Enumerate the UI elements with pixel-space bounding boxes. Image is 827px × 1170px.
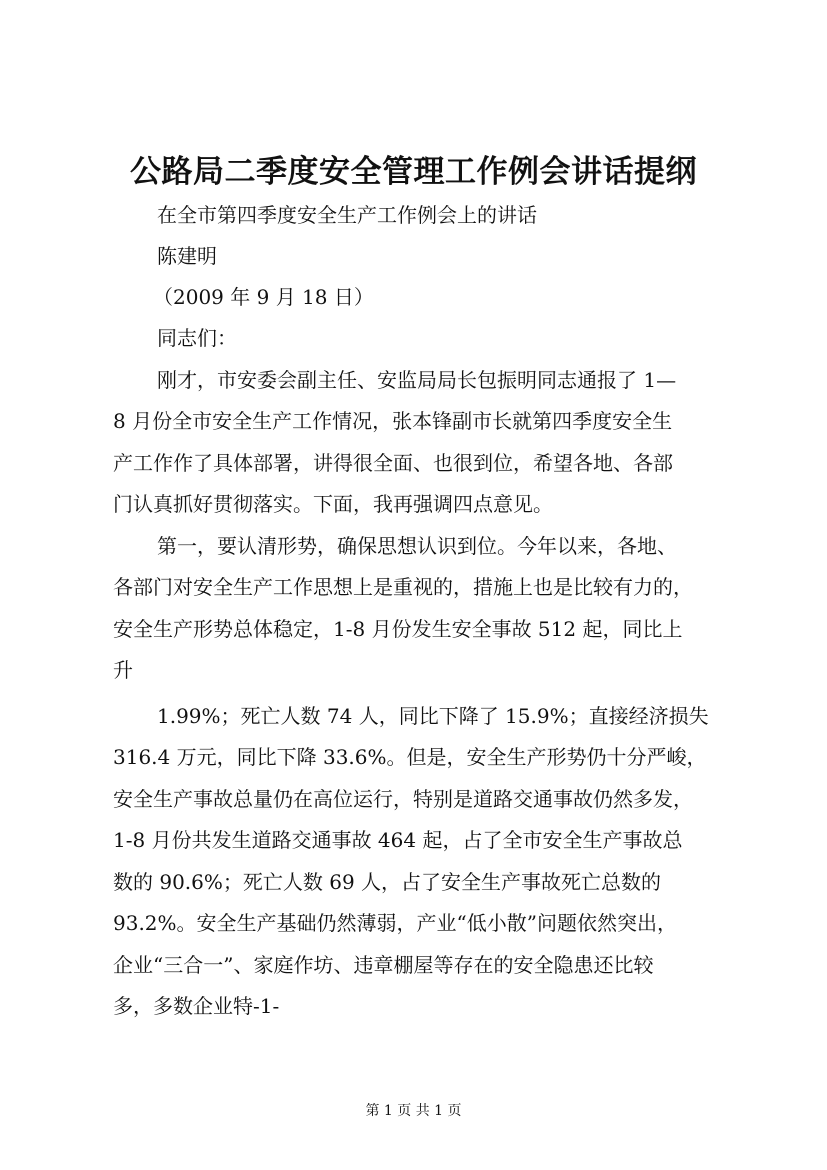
document-subtitle: 在全市第四季度安全生产工作例会上的讲话 xyxy=(157,203,537,227)
paragraph-line: 各部门对安全生产工作思想上是重视的，措施上也是比较有力的， xyxy=(113,575,693,599)
paragraph-line: 产工作作了具体部署，讲得很全面、也很到位，希望各地、各部 xyxy=(113,451,673,475)
paragraph-line: 1.99%；死亡人数 74 人，同比下降了 15.9%；直接经济损失 xyxy=(157,704,709,728)
speech-date: （2009 年 9 月 18 日） xyxy=(153,285,374,309)
paragraph-line: 升 xyxy=(113,658,133,682)
paragraph-line: 数的 90.6%；死亡人数 69 人，占了安全生产事故死亡总数的 xyxy=(113,870,662,894)
page-number-footer: 第 1 页 共 1 页 xyxy=(365,1103,462,1119)
paragraph-line: 316.4 万元，同比下降 33.6%。但是，安全生产形势仍十分严峻， xyxy=(113,745,707,769)
paragraph-line: 安全生产形势总体稳定，1-8 月份发生安全事故 512 起，同比上 xyxy=(113,617,683,641)
author-name: 陈建明 xyxy=(157,244,217,268)
paragraph-line: 企业“三合一”、家庭作坊、违章棚屋等存在的安全隐患还比较 xyxy=(113,953,654,977)
paragraph-line: 8 月份全市安全生产工作情况，张本锋副市长就第四季度安全生 xyxy=(113,409,673,433)
paragraph-line: 门认真抓好贯彻落实。下面，我再强调四点意见。 xyxy=(113,492,553,516)
paragraph-line: 93.2%。安全生产基础仍然薄弱，产业“低小散”问题依然突出， xyxy=(113,911,677,935)
document-title: 公路局二季度安全管理工作例会讲话提纲 xyxy=(130,154,697,190)
paragraph-line: 多，多数企业特-1- xyxy=(113,994,280,1018)
paragraph-line: 安全生产事故总量仍在高位运行，特别是道路交通事故仍然多发， xyxy=(113,787,693,811)
paragraph-line: 刚才，市安委会副主任、安监局局长包振明同志通报了 1— xyxy=(157,368,677,392)
paragraph-line: 第一，要认清形势，确保思想认识到位。今年以来，各地、 xyxy=(157,534,677,558)
salutation: 同志们： xyxy=(157,326,237,350)
paragraph-line: 1-8 月份共发生道路交通事故 464 起，占了全市安全生产事故总 xyxy=(113,828,683,852)
